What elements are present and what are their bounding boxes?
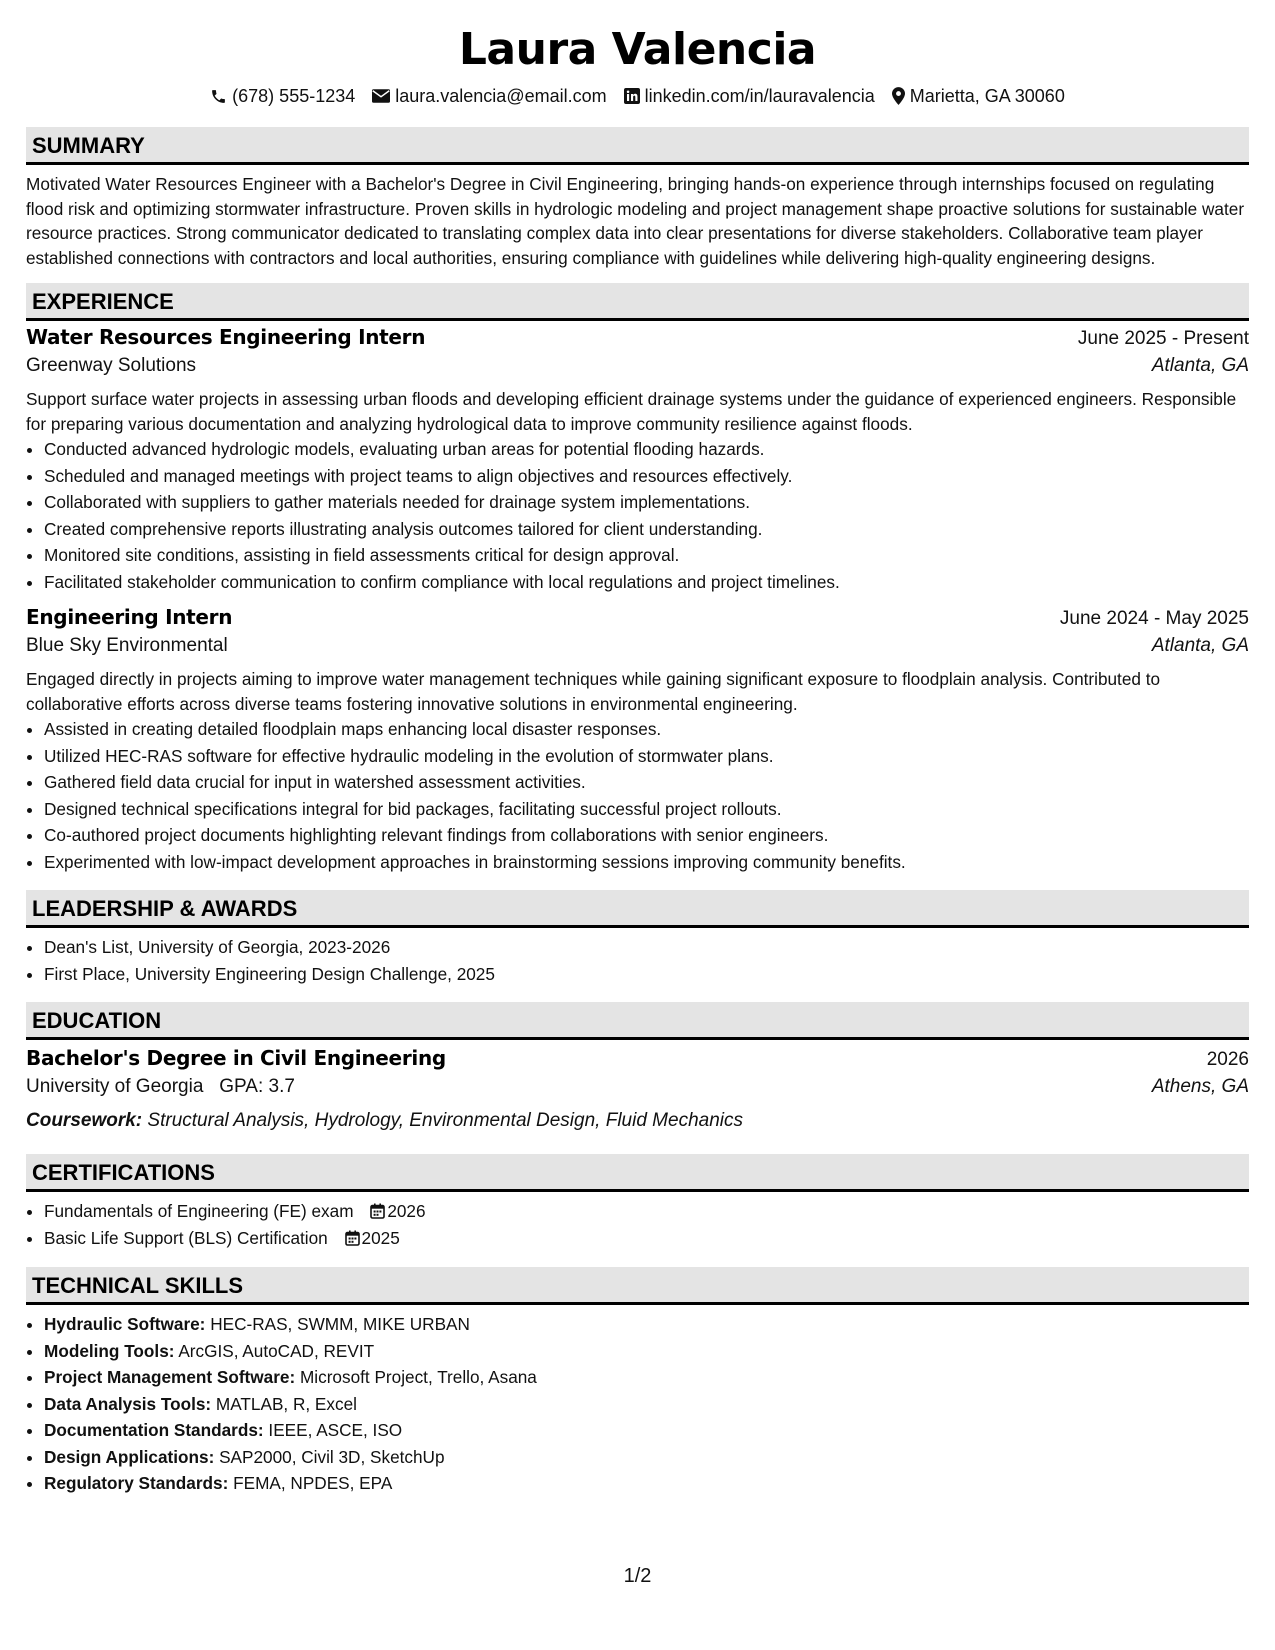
map-pin-icon [892, 87, 905, 105]
list-item: • Gathered field data crucial for input in watershed assessment activities. [44, 769, 1249, 796]
skill-label: Project Management Software: [44, 1367, 296, 1387]
job-company: Blue Sky Environmental [26, 635, 228, 656]
job-bullets [26, 436, 1249, 595]
skill-value: HEC-RAS, SWMM, MIKE URBAN [210, 1314, 470, 1334]
calendar-icon [370, 1203, 385, 1219]
skill-item [44, 1391, 1249, 1418]
job-description: Support surface water projects in assessing urban floods and developing efficient drainage systems under the guidance of experienced engineers. Responsible for preparing various documentation and analyzing hydrological data to improve community resilience against floods. [26, 389, 1237, 434]
gpa: GPA: 3.7 [219, 1076, 295, 1097]
certification-name: Fundamentals of Engineering (FE) exam [44, 1201, 354, 1221]
education-section [26, 1002, 1249, 1136]
skill-label: Hydraulic Software: [44, 1314, 206, 1334]
job-title: Engineering Intern [26, 605, 233, 629]
phone-icon [210, 88, 227, 105]
skill-label: Modeling Tools: [44, 1340, 175, 1361]
skill-item [44, 1311, 1249, 1338]
school-location: Athens, GA [1151, 1076, 1249, 1097]
skill-label: Regulatory Standards: [44, 1473, 229, 1493]
section-heading: SUMMARY [26, 127, 1249, 165]
job-description: Engaged directly in projects aiming to improve water management techniques while gaining significant exposure to floodplain analysis. Contributed to collaborative efforts across diverse teams fostering innovative solutions in environmental engineering. [26, 669, 1161, 714]
list-item: • Co-authored project documents highlighting relevant findings from collaborations with senior engineers. [44, 822, 1249, 849]
section-heading: EXPERIENCE [26, 283, 1249, 321]
section-heading: EDUCATION [26, 1002, 1249, 1040]
phone-text: (678) 555-1234 [232, 86, 356, 106]
job-dates: June 2025 - Present [1077, 328, 1249, 349]
job-entry [26, 605, 1249, 875]
certifications-section [26, 1154, 1249, 1251]
linkedin-icon [624, 88, 640, 104]
envelope-icon [372, 89, 390, 103]
skills-section [26, 1267, 1249, 1497]
skill-value: Microsoft Project, Trello, Asana [299, 1367, 537, 1387]
skill-label: Data Analysis Tools: [44, 1393, 212, 1414]
job-dates: June 2024 - May 2025 [1059, 608, 1249, 629]
certification-item [44, 1198, 1249, 1225]
coursework-label: Coursework: [26, 1110, 143, 1131]
list-item: • First Place, University Engineering Design Challenge, 2025 [44, 961, 1249, 988]
list-item: • Monitored site conditions, assisting in field assessments critical for design approval. [44, 542, 1249, 569]
list-item: • Collaborated with suppliers to gather materials needed for drainage system implementations. [44, 489, 1249, 516]
summary-text: Motivated Water Resources Engineer with a Bachelor's Degree in Civil Engineering, bringing hands-on experience through internships focused on regulating flood risk and optimizing stormwater infrastructure. Proven skills in hydrologic modeling and project management shape proactive solutions for sustainable water resource practices. Strong communicator dedicated to translating complex data into clear presentations for diverse stakeholders. Collaborative team player established connections with contractors and local authorities, ensuring compliance with guidelines while delivering high-quality engineering designs. [26, 174, 1245, 268]
section-heading: LEADERSHIP & AWARDS [26, 890, 1249, 928]
job-title: Water Resources Engineering Intern [26, 325, 426, 349]
resume-page [26, 0, 1249, 1497]
section-heading: CERTIFICATIONS [26, 1154, 1249, 1192]
school-name: University of Georgia [26, 1076, 204, 1097]
school-line [26, 1076, 295, 1098]
graduation-year: 2026 [1206, 1049, 1249, 1070]
list-item: • Experimented with low-impact development approaches in brainstorming sessions improving community benefits. [44, 849, 1249, 876]
certification-name: Basic Life Support (BLS) Certification [44, 1227, 328, 1248]
experience-section [26, 283, 1249, 875]
certification-year: 2026 [387, 1201, 426, 1221]
summary-section [26, 127, 1249, 270]
coursework-text: Structural Analysis, Hydrology, Environmental Design, Fluid Mechanics [147, 1110, 743, 1131]
page-number: 1/2 [623, 1565, 652, 1587]
skill-item [44, 1470, 1249, 1497]
skill-value: FEMA, NPDES, EPA [233, 1473, 393, 1493]
calendar-icon [345, 1230, 360, 1246]
certification-list [26, 1198, 1249, 1251]
list-item: • Facilitated stakeholder communication to confirm compliance with local regulations and project timelines. [44, 569, 1249, 596]
list-item: • Created comprehensive reports illustrating analysis outcomes tailored for client understanding. [44, 516, 1249, 543]
skill-value: SAP2000, Civil 3D, SketchUp [219, 1446, 445, 1467]
list-item: • Conducted advanced hydrologic models, evaluating urban areas for potential flooding hazards. [44, 436, 1249, 463]
certification-item [44, 1225, 1249, 1252]
skills-list [26, 1311, 1249, 1497]
job-location: Atlanta, GA [1151, 355, 1249, 376]
leadership-section [26, 890, 1249, 987]
contact-phone [210, 84, 355, 108]
candidate-name: Laura Valencia [458, 24, 817, 75]
linkedin-text[interactable]: linkedin.com/in/lauravalencia [644, 86, 875, 106]
skill-item [44, 1364, 1249, 1391]
skill-label: Design Applications: [44, 1446, 215, 1467]
contact-email[interactable] [372, 84, 606, 108]
list-item: • Scheduled and managed meetings with project teams to align objectives and resources effectively. [44, 463, 1249, 490]
skill-value: IEEE, ASCE, ISO [268, 1420, 403, 1440]
list-item: • Designed technical specifications integral for bid packages, facilitating successful project rollouts. [44, 796, 1249, 823]
degree-title: Bachelor's Degree in Civil Engineering [26, 1046, 446, 1070]
job-entry [26, 325, 1249, 595]
skill-value: ArcGIS, AutoCAD, REVIT [178, 1340, 375, 1361]
list-item: • Dean's List, University of Georgia, 2023-2026 [44, 934, 1249, 961]
contact-linkedin[interactable] [624, 84, 875, 108]
skill-item [44, 1444, 1249, 1471]
email-text[interactable]: laura.valencia@email.com [395, 86, 607, 106]
coursework-line [26, 1106, 1249, 1136]
section-heading: TECHNICAL SKILLS [26, 1267, 1249, 1305]
location-text: Marietta, GA 30060 [909, 86, 1065, 106]
contact-location [892, 84, 1065, 108]
job-company: Greenway Solutions [26, 355, 197, 376]
job-location: Atlanta, GA [1151, 635, 1249, 656]
award-list [26, 934, 1249, 987]
list-item: • Assisted in creating detailed floodplain maps enhancing local disaster responses. [44, 716, 1249, 743]
contact-bar [26, 84, 1249, 108]
skill-label: Documentation Standards: [44, 1420, 264, 1440]
skill-value: MATLAB, R, Excel [215, 1393, 357, 1414]
list-item: • Utilized HEC-RAS software for effective hydraulic modeling in the evolution of stormwater plans. [44, 743, 1249, 770]
job-bullets [26, 716, 1249, 875]
certification-year: 2025 [361, 1227, 400, 1248]
skill-item [44, 1338, 1249, 1365]
skill-item [44, 1417, 1249, 1444]
